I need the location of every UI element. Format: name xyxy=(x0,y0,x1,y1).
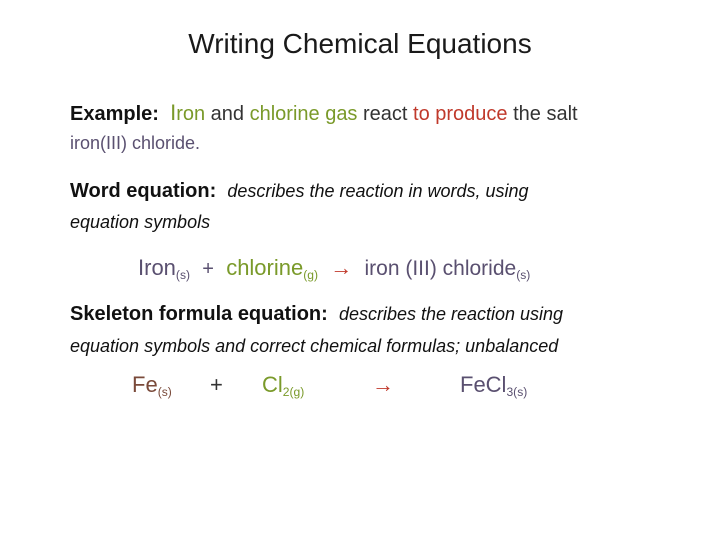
example-to-produce: to produce xyxy=(413,103,508,125)
skeleton-fecl3 xyxy=(460,372,527,398)
skeleton-fe-symbol: Fe xyxy=(132,372,158,397)
word-product: iron (III) chloride xyxy=(364,257,517,280)
skeleton-fecl-symbol: FeCl xyxy=(460,372,507,397)
skeleton-arrow-icon: → xyxy=(372,372,394,397)
skeleton-line-1 xyxy=(70,303,563,326)
skeleton-label: Skeleton formula equation: xyxy=(70,303,328,325)
skeleton-desc-2: equation symbols and correct chemical formulas; unbalanced xyxy=(70,336,559,356)
word-chlorine-state: (g) xyxy=(303,268,319,283)
example-line-2: iron(III) chloride. xyxy=(70,133,201,153)
word-equation-line-1 xyxy=(70,180,529,203)
word-iron: Iron xyxy=(138,255,176,280)
example-line-1 xyxy=(70,100,578,126)
example-chlorine-gas: chlorine gas xyxy=(249,103,358,125)
word-chlorine: chlorine xyxy=(226,255,304,280)
example-iron-rest: ron xyxy=(176,103,206,125)
example-label: Example: xyxy=(70,103,159,125)
word-plus: + xyxy=(202,258,214,280)
skeleton-cl-symbol: Cl xyxy=(262,372,283,397)
page-title: Writing Chemical Equations xyxy=(188,28,532,59)
word-equation-label: Word equation: xyxy=(70,180,217,202)
skeleton-cl2 xyxy=(262,372,304,398)
word-product-state: (s) xyxy=(516,268,531,283)
skeleton-fe-state: (s) xyxy=(157,385,172,400)
example-the-salt: the salt xyxy=(513,103,578,125)
skeleton-plus: + xyxy=(210,372,223,397)
word-arrow-icon: → xyxy=(330,255,353,280)
skeleton-cl-sub: 2(g) xyxy=(282,385,305,400)
word-equation-desc-2: equation symbols xyxy=(70,212,211,232)
example-react: react xyxy=(363,103,408,125)
skeleton-fecl-sub: 3(s) xyxy=(506,385,528,400)
example-iron-initial: I xyxy=(170,100,177,125)
skeleton-fe xyxy=(132,372,172,398)
word-equation-desc-1: describes the reaction in words, using xyxy=(227,181,529,201)
skeleton-desc-1: describes the reaction using xyxy=(338,304,564,324)
word-iron-state: (s) xyxy=(175,268,191,283)
word-equation-formula xyxy=(138,255,530,281)
example-and: and xyxy=(210,103,245,125)
